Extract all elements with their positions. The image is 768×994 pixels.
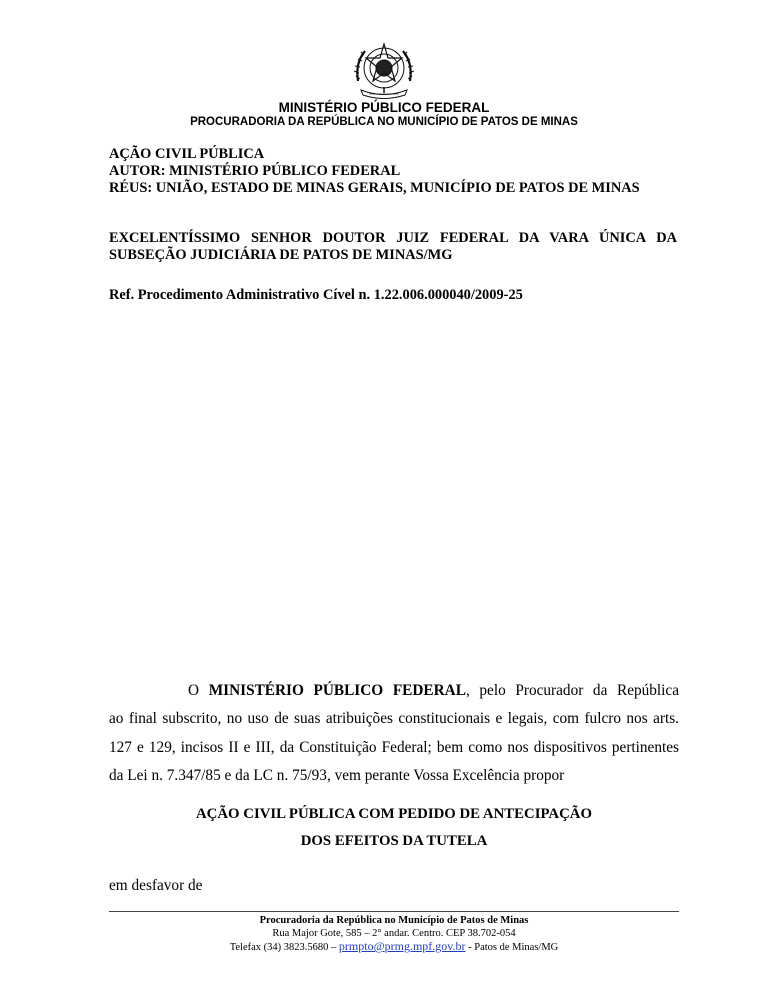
footer-city: - Patos de Minas/MG [468,942,559,953]
footer-name: Procuradoria da República no Município de Patos de Minas [259,915,529,926]
paragraph-line-1 [109,677,679,705]
action-type: AÇÃO CIVIL PÚBLICA [109,146,265,162]
line1-rest: , pelo Procurador da República [465,682,680,699]
case-caption [109,146,677,197]
coat-of-arms-emblem [349,41,419,103]
footer-address: Rua Major Gote, 585 – 2° andar. Centro. CEP 38.702-054 [272,928,516,939]
action-title-line-1: AÇÃO CIVIL PÚBLICA COM PEDIDO DE ANTECIPAÇÃO [196,806,592,822]
footer-phone: Telefax (34) 3823.5680 – [229,942,337,953]
footer-email-link[interactable]: prmpto@prmg.mpf.gov.br [338,939,466,953]
reference-line: Ref. Procedimento Administrativo Cível n. 1.22.006.000040/2009-25 [109,287,523,303]
subject-bold: MINISTÉRIO PÚBLICO FEDERAL [208,682,466,699]
article: O [188,682,200,699]
defendants-line: RÉUS: UNIÃO, ESTADO DE MINAS GERAIS, MUNICÍPIO DE PATOS DE MINAS [109,180,640,196]
opening-paragraph [109,677,679,790]
action-title-line-2: DOS EFEITOS DA TUTELA [300,833,488,849]
paragraph-line-2: ao final subscrito, no uso de suas atribuições constitucionais e legais, com fulcro nos arts. [109,710,679,728]
unit-subtitle: PROCURADORIA DA REPÚBLICA NO MUNICÍPIO DE PATOS DE MINAS [190,116,578,128]
footer-contact [0,940,768,954]
paragraph-line-4: da Lei n. 7.347/85 e da LC n. 75/93, vem perante Vossa Excelência propor [109,766,565,784]
addressee: EXCELENTÍSSIMO SENHOR DOUTOR JUIZ FEDERAL DA VARA ÚNICA DA SUBSEÇÃO JUDICIÁRIA DE PATOS DE MINAS/MG [109,230,677,263]
author-line: AUTOR: MINISTÉRIO PÚBLICO FEDERAL [109,163,401,179]
against-line: em desfavor de [109,877,203,894]
paragraph-line-3: 127 e 129, incisos II e III, da Constituição Federal; bem como nos dispositivos pertinentes [109,738,679,756]
institution-title: MINISTÉRIO PÚBLICO FEDERAL [278,100,490,115]
footer-divider [109,911,679,912]
